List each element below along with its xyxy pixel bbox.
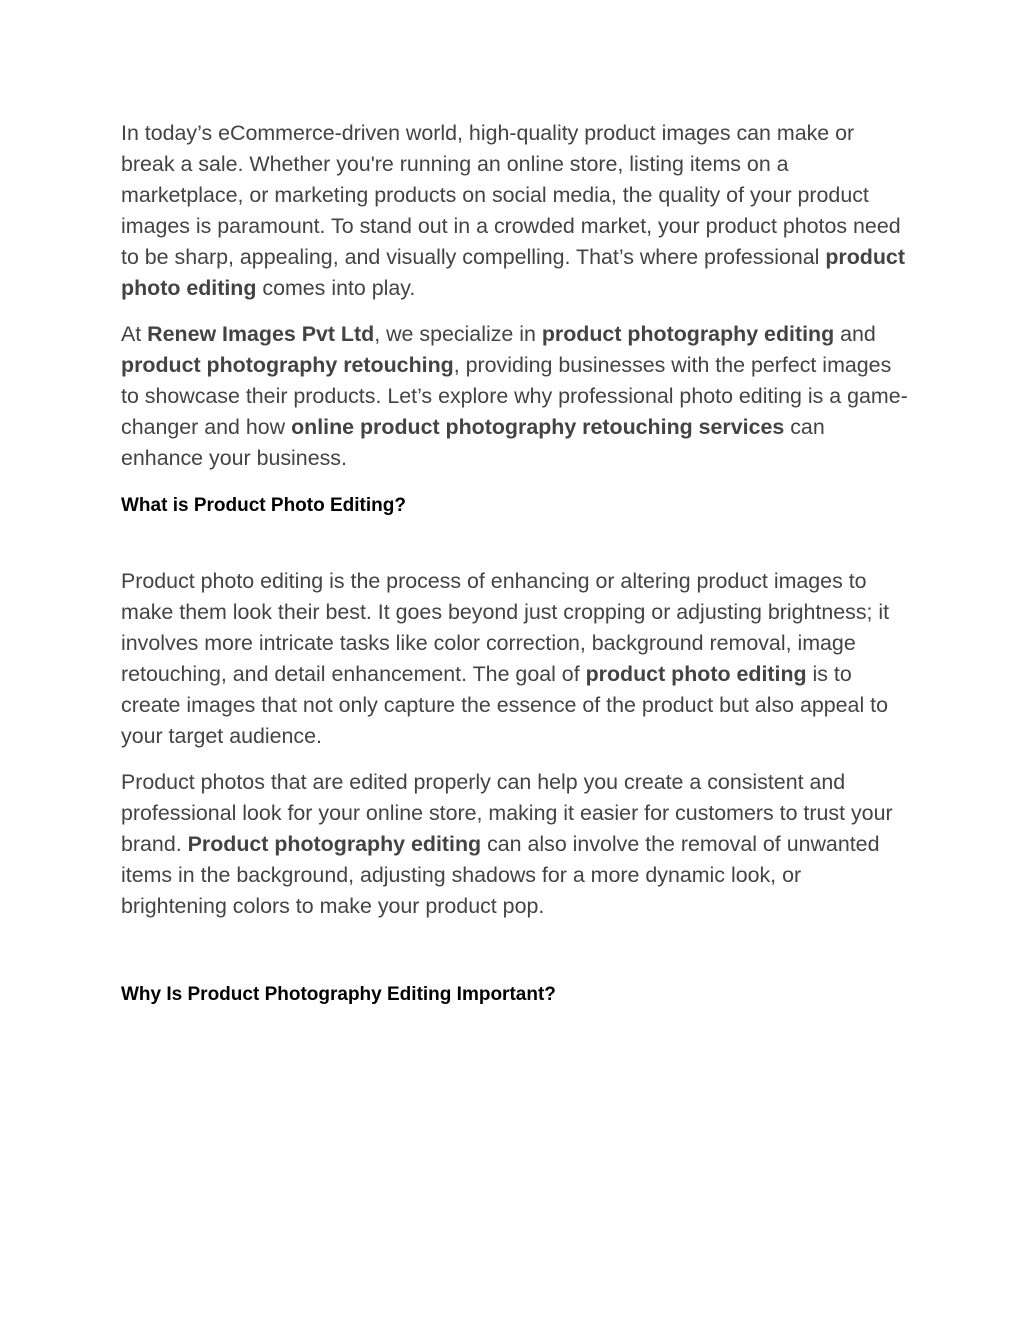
text-run: At bbox=[121, 322, 148, 346]
text-run: , we specialize in bbox=[374, 322, 542, 346]
bold-text-run: product photography retouching bbox=[121, 353, 454, 377]
heading-what-is-product-photo-editing: What is Product Photo Editing? bbox=[121, 495, 406, 516]
text-run: In today’s eCommerce-driven world, high-quality product images can make or break a sale. Whether you're running an online store, listing items on a marketplace, or marketing products on social media, the quality of your product images is paramount. To stand out in a crowded market, your product photos need to be sharp, appealing, and visually compelling. That’s where professional bbox=[121, 121, 901, 269]
text-run: comes into play. bbox=[256, 276, 416, 300]
document-body bbox=[121, 118, 911, 1008]
bold-text-run: product photo editing bbox=[585, 662, 807, 686]
paragraph-company bbox=[121, 319, 911, 474]
paragraph-intro bbox=[121, 118, 911, 304]
bold-text-run: Product photography editing bbox=[187, 832, 482, 856]
bold-text-run: product photo editing bbox=[121, 245, 905, 300]
text-run: can also involve the removal of unwanted items in the background, adjusting shadows for a more dynamic look, or brightening colors to make your product pop. bbox=[121, 832, 880, 918]
text-run: Product photo editing is the process of enhancing or altering product images to make them look their best. It goes beyond just cropping or adjusting brightness; it involves more intricate tasks like color correction, background removal, image retouching, and detail enhancement. The goal of bbox=[121, 569, 890, 686]
heading-why-editing-important: Why Is Product Photography Editing Important? bbox=[121, 984, 556, 1005]
bold-text-run: online product photography retouching services bbox=[291, 415, 785, 439]
text-run: can enhance your business. bbox=[121, 415, 825, 470]
text-run: , providing businesses with the perfect images to showcase their products. Let’s explore why professional photo editing is a game-changer and how bbox=[121, 353, 908, 439]
text-run: and bbox=[834, 322, 876, 346]
text-run: is to create images that not only capture the essence of the product but also appeal to your target audience. bbox=[121, 662, 888, 748]
text-run: Product photos that are edited properly can help you create a consistent and professional look for your online store, making it easier for customers to trust your brand. bbox=[121, 770, 893, 856]
paragraph-benefits bbox=[121, 767, 911, 922]
bold-text-run: Renew Images Pvt Ltd bbox=[147, 322, 375, 346]
bold-text-run: product photography editing bbox=[541, 322, 835, 346]
paragraph-definition bbox=[121, 566, 911, 752]
